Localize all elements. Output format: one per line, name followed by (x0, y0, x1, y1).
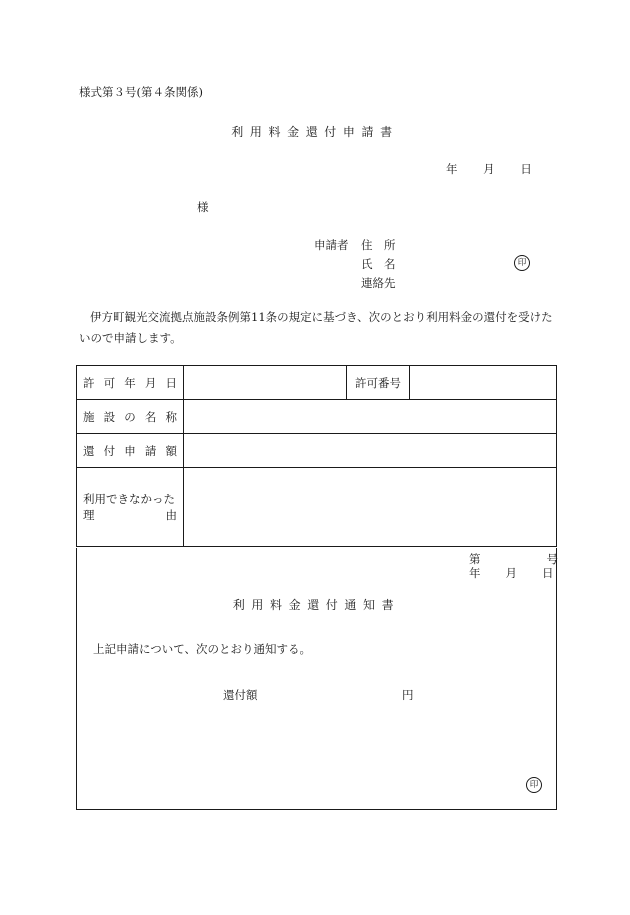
application-table (76, 365, 557, 547)
spread-label (83, 375, 177, 391)
notice-date (469, 565, 554, 581)
label-char: 年 (124, 375, 136, 390)
notice-month: 月 (505, 566, 517, 580)
label-char: 申 (124, 443, 136, 458)
notice-number-prefix: 第 (469, 552, 481, 566)
label-char: 日 (165, 375, 177, 390)
label-char: 施 (83, 409, 95, 424)
notice-title: 利用料金還付通知書 (232, 598, 401, 612)
request-statement: 伊方町観光交流拠点施設条例第11条の規定に基づき、次のとおり利用料金の還付を受けたいので申請します。 (79, 310, 553, 345)
table-row (77, 400, 557, 434)
spread-label (83, 443, 177, 459)
reason-label (77, 468, 184, 547)
date-year: 年 (446, 162, 458, 176)
table-row (77, 366, 557, 400)
seal-icon: 印 (514, 255, 530, 271)
spread-label (83, 409, 177, 425)
label-char: 付 (103, 443, 116, 458)
date-month: 月 (483, 162, 495, 176)
refund-amount-label: 還付額 (223, 688, 258, 702)
table-row (77, 468, 557, 547)
label-char: 理 (83, 508, 95, 522)
notice-number-suffix: 号 (546, 552, 558, 566)
notice-statement: 上記申請について、次のとおり通知する。 (93, 642, 312, 656)
spread-label (83, 507, 177, 523)
label-char: の (124, 409, 136, 424)
applicant-name-label: 氏 名 (361, 257, 396, 271)
reason-label-line1: 利用できなかった (83, 492, 175, 506)
applicant-address-label: 住 所 (361, 238, 396, 252)
label-char: 由 (165, 508, 177, 522)
label-char: 称 (165, 409, 177, 424)
label-char: 名 (144, 409, 157, 424)
label-char: 還 (83, 443, 95, 458)
label-char: 月 (144, 375, 157, 390)
application-date (446, 161, 532, 177)
facility-name-label (77, 400, 184, 434)
label-char: 許 (83, 375, 95, 390)
permit-number-field[interactable] (410, 366, 557, 400)
notice-year: 年 (469, 566, 481, 580)
label-char: 可 (103, 375, 116, 390)
page-title: 利用料金還付申請書 (231, 125, 399, 139)
addressee: 様 (197, 200, 209, 214)
label-char: 額 (165, 443, 177, 458)
refund-amount-label (77, 434, 184, 468)
refund-notice-section (76, 548, 557, 810)
permit-date-field[interactable] (184, 366, 347, 400)
facility-name-field[interactable] (184, 400, 557, 434)
date-day: 日 (520, 162, 532, 176)
table-row (77, 434, 557, 468)
label-char: 設 (103, 409, 116, 424)
permit-number-label: 許可番号 (347, 366, 410, 400)
label-char: 請 (144, 443, 157, 458)
form-id: 様式第３号(第４条関係) (79, 85, 203, 99)
applicant-contact-label: 連絡先 (361, 276, 396, 290)
seal-icon: 印 (526, 777, 542, 793)
permit-date-label (77, 366, 184, 400)
reason-field[interactable] (184, 468, 557, 547)
applicant-label: 申請者 (314, 238, 349, 252)
notice-day: 日 (542, 566, 554, 580)
refund-amount-field[interactable] (184, 434, 557, 468)
yen-label: 円 (402, 688, 414, 702)
